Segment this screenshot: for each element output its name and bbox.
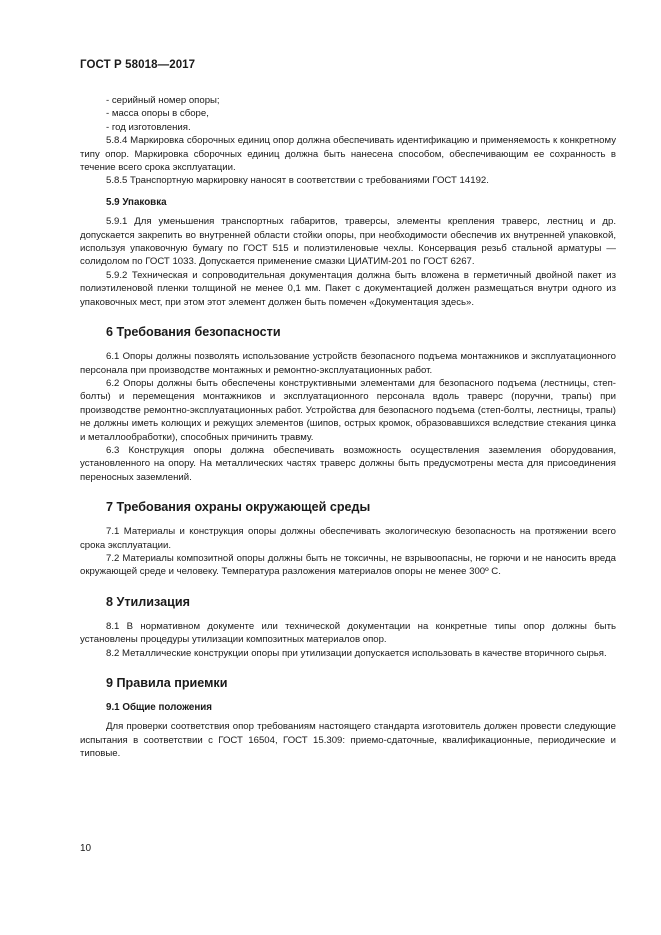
clause-6-3: 6.3 Конструкция опоры должна обеспечивать возможность осуществления заземления оборудования, установленного на опору. На металлических частях траверс должны быть предусмотрены места для присоединения переносных заземлений. [80, 444, 616, 483]
subsection-title-9-1: 9.1 Общие положения [106, 702, 213, 713]
list-item: - масса опоры в сборе, [106, 108, 209, 120]
section-title-7: 7 Требования охраны окружающей среды [106, 500, 371, 515]
clause-6-2: 6.2 Опоры должны быть обеспечены конструктивными элементами для безопасного подъема (лестницы, степ-болты) и перемещения монтажников и эксплуатационного персонала вдоль траверс (поручни, трапы) при производстве ремонтно-эксплуатационных работ. Устройства для безопасного подъема (степ-болты, лестницы, трапы) не должны иметь колющих и режущих элементов (шипов, острых кромок, образовавшихся вследствие стекания цинка и металлообработки), способных причинить травму. [80, 377, 616, 443]
list-item: - год изготовления. [106, 121, 191, 133]
page-number: 10 [80, 843, 92, 854]
clause-8-1: 8.1 В нормативном документе или технической документации на конкретные типы опор должны быть установлены процедуры утилизации композитных материалов опор. [80, 620, 616, 646]
clause-7-1: 7.1 Материалы и конструкция опоры должны обеспечивать экологическую безопасность на протяжении всего срока эксплуатации. [80, 526, 616, 551]
clause-5-8-4: 5.8.4 Маркировка сборочных единиц опор должна обеспечивать идентификацию и применяемость к конкретному типу опор. Маркировка сборочных единиц должна быть нанесена способом, обеспечивающим ее сохранность в течение всего срока эксплуатации. [80, 135, 616, 174]
clause-5-8-5: 5.8.5 Транспортную маркировку наносят в соответствии с требованиями ГОСТ 14192. [106, 175, 489, 187]
clause-8-2: 8.2 Металлические конструкции опоры при утилизации допускается использовать в качестве вторичного сырья. [106, 647, 607, 659]
document-body [80, 94, 616, 761]
clause-9-1-text: Для проверки соответствия опор требованиям настоящего стандарта изготовитель должен провести следующие испытания в соответствии с ГОСТ 16504, ГОСТ 15.309: приемо-сдаточные, квалификационные, периодические и типовые. [80, 721, 616, 760]
standard-header: ГОСТ Р 58018—2017 [80, 59, 196, 71]
clause-6-1: 6.1 Опоры должны позволять использование устройств безопасного подъема монтажников и эксплуатационного персонала при производстве монтажных и ремонтно-эксплуатационных работ. [80, 351, 616, 376]
clause-5-9-2: 5.9.2 Техническая и сопроводительная документация должна быть вложена в герметичный двойной пакет из полиэтиленовой пленки толщиной не менее 0,1 мм. Пакет с документацией должен размещаться внутри одного из упаковочных мест, при этом этот элемент должен быть помечен «Документация здесь». [80, 269, 616, 308]
clause-5-9-1: 5.9.1 Для уменьшения транспортных габаритов, траверсы, элементы крепления траверс, лестниц и др. допускается закрепить во внутренней области стойки опоры, при необходимости обеспечив их внутренней упаковкой, используя упаковочную бумагу по ГОСТ 515 и полиэтиленовые чехлы. Консервация резьб стальной арматуры — солидолом по ГОСТ 1033. Допускается применение смазки ЦИАТИМ-201 по ГОСТ 6267. [80, 216, 616, 268]
section-title-9: 9 Правила приемки [106, 676, 228, 690]
section-title-6: 6 Требования безопасности [106, 325, 281, 340]
section-title-8: 8 Утилизация [106, 594, 190, 609]
subsection-title-5-9: 5.9 Упаковка [106, 196, 167, 208]
list-item: - серийный номер опоры; [106, 95, 220, 106]
clause-7-2: 7.2 Материалы композитной опоры должны быть не токсичны, не взрывоопасны, не горючи и не наносить вреда окружающей среде и человеку. Температура разложения материалов опоры не менее 300º С. [80, 552, 616, 578]
